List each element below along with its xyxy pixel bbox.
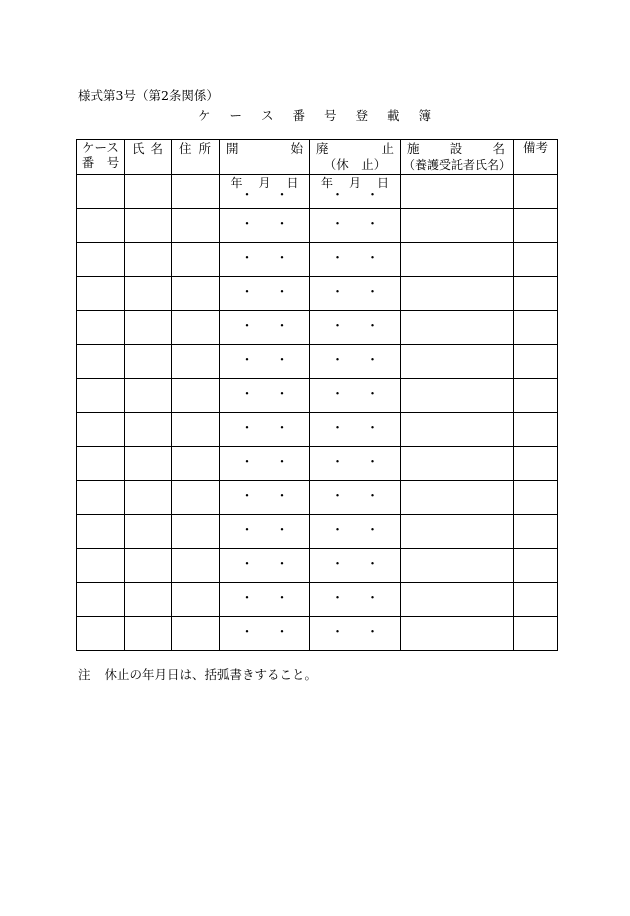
table-row <box>77 277 558 311</box>
date-dot: ・ <box>240 353 254 368</box>
cell-facility[interactable] <box>401 345 514 379</box>
cell-remarks[interactable] <box>514 583 558 617</box>
date-dot: ・ <box>275 217 289 232</box>
header-facility-char: 設 <box>449 141 463 156</box>
cell-abolition-date[interactable] <box>310 447 401 481</box>
date-dot: ・ <box>275 591 289 606</box>
cell-remarks[interactable] <box>514 413 558 447</box>
cell-remarks[interactable] <box>514 379 558 413</box>
date-dot: ・ <box>275 353 289 368</box>
cell-abolition-date[interactable] <box>310 345 401 379</box>
cell-case-number[interactable] <box>77 345 125 379</box>
date-dot: ・ <box>240 387 254 402</box>
table-row <box>77 617 558 651</box>
cell-start-date[interactable] <box>220 277 310 311</box>
date-dot: ・ <box>330 455 344 470</box>
cell-address[interactable] <box>172 617 220 651</box>
date-label: 日 <box>286 176 299 190</box>
table-row <box>77 481 558 515</box>
cell-case-number[interactable] <box>77 481 125 515</box>
date-dot: ・ <box>275 557 289 572</box>
title-char: ー <box>229 108 243 123</box>
date-separators <box>220 617 309 641</box>
footnote-label: 注 <box>78 667 91 682</box>
cell-start-date[interactable] <box>220 549 310 583</box>
date-dot: ・ <box>366 455 380 470</box>
cell-address[interactable] <box>172 175 220 209</box>
date-dot: ・ <box>240 489 254 504</box>
date-separators <box>220 243 309 267</box>
date-separators <box>310 583 400 607</box>
date-separators <box>220 447 309 471</box>
date-separators <box>310 617 400 641</box>
date-dot: ・ <box>330 523 344 538</box>
cell-name[interactable] <box>125 413 172 447</box>
date-dot: ・ <box>330 188 344 203</box>
date-dot: ・ <box>275 387 289 402</box>
cell-start-date[interactable] <box>220 209 310 243</box>
cell-facility[interactable] <box>401 515 514 549</box>
date-dot: ・ <box>275 251 289 266</box>
date-separators <box>310 379 400 403</box>
date-dot: ・ <box>240 217 254 232</box>
cell-remarks[interactable] <box>514 345 558 379</box>
cell-abolition-date[interactable] <box>310 617 401 651</box>
date-separators <box>220 515 309 539</box>
cell-start-date[interactable] <box>220 345 310 379</box>
date-separators <box>310 549 400 573</box>
date-dot: ・ <box>330 285 344 300</box>
cell-remarks[interactable] <box>514 515 558 549</box>
date-dot: ・ <box>366 188 380 203</box>
header-abolition-char: 止 <box>381 141 394 156</box>
title-char: 載 <box>387 108 401 123</box>
cell-remarks[interactable] <box>514 481 558 515</box>
date-dot: ・ <box>366 489 380 504</box>
title-char: ス <box>260 108 275 123</box>
table-row <box>77 243 558 277</box>
date-dot: ・ <box>366 353 380 368</box>
date-dot: ・ <box>240 319 254 334</box>
date-separators <box>220 413 309 437</box>
cell-address[interactable] <box>172 243 220 277</box>
cell-name[interactable] <box>125 209 172 243</box>
cell-facility[interactable] <box>401 175 514 209</box>
page-title <box>150 106 480 124</box>
cell-address[interactable] <box>172 481 220 515</box>
date-label: 月 <box>348 176 361 190</box>
cell-address[interactable] <box>172 549 220 583</box>
table-row <box>77 175 558 209</box>
cell-facility[interactable] <box>401 617 514 651</box>
cell-name[interactable] <box>125 583 172 617</box>
cell-abolition-date[interactable] <box>310 277 401 311</box>
table-row <box>77 583 558 617</box>
date-dot: ・ <box>366 285 380 300</box>
header-foster-name: （養護受託者氏名） <box>402 158 511 172</box>
cell-start-date[interactable] <box>220 617 310 651</box>
cell-address[interactable] <box>172 345 220 379</box>
cell-abolition-date[interactable] <box>310 175 401 209</box>
date-separators <box>310 481 400 505</box>
date-dot: ・ <box>330 421 344 436</box>
date-separators <box>220 209 309 233</box>
cell-name[interactable] <box>125 447 172 481</box>
cell-name[interactable] <box>125 175 172 209</box>
cell-remarks[interactable] <box>514 447 558 481</box>
header-name <box>125 140 172 175</box>
footnote <box>78 665 317 683</box>
date-separators <box>220 190 309 202</box>
date-separators <box>220 549 309 573</box>
cell-start-date[interactable] <box>220 481 310 515</box>
cell-name[interactable] <box>125 345 172 379</box>
date-separators <box>220 311 309 335</box>
cell-abolition-date[interactable] <box>310 243 401 277</box>
date-separators <box>310 345 400 369</box>
header-remarks: 備考 <box>514 140 558 175</box>
date-separators <box>310 311 400 335</box>
cell-case-number[interactable] <box>77 549 125 583</box>
header-abolition <box>310 140 401 175</box>
title-char: 号 <box>324 108 338 123</box>
date-dot: ・ <box>240 625 254 640</box>
date-separators <box>310 447 400 471</box>
date-separators <box>310 515 400 539</box>
register-table <box>76 139 558 651</box>
date-dot: ・ <box>275 188 289 203</box>
cell-facility[interactable] <box>401 209 514 243</box>
cell-remarks[interactable] <box>514 277 558 311</box>
cell-abolition-date[interactable] <box>310 549 401 583</box>
table-row <box>77 447 558 481</box>
cell-case-number[interactable] <box>77 277 125 311</box>
footnote-text: 休止の年月日は、括弧書きすること。 <box>104 667 318 682</box>
cell-address[interactable] <box>172 413 220 447</box>
cell-case-number[interactable] <box>77 379 125 413</box>
date-dot: ・ <box>366 557 380 572</box>
header-facility-char: 名 <box>492 141 505 156</box>
header-address <box>172 140 220 175</box>
date-dot: ・ <box>330 353 344 368</box>
cell-abolition-date[interactable] <box>310 209 401 243</box>
cell-abolition-date[interactable] <box>310 413 401 447</box>
cell-name[interactable] <box>125 243 172 277</box>
cell-name[interactable] <box>125 617 172 651</box>
table-row <box>77 209 558 243</box>
header-address-char: 住 <box>179 141 192 156</box>
date-dot: ・ <box>275 489 289 504</box>
header-abolition-char: 廃 <box>316 141 329 156</box>
cell-abolition-date[interactable] <box>310 311 401 345</box>
date-dot: ・ <box>275 285 289 300</box>
date-dot: ・ <box>366 217 380 232</box>
cell-start-date[interactable] <box>220 175 310 209</box>
date-label: 日 <box>377 176 390 190</box>
header-name-char: 氏 <box>132 141 145 156</box>
date-dot: ・ <box>240 523 254 538</box>
date-dot: ・ <box>330 489 344 504</box>
cell-start-date[interactable] <box>220 515 310 549</box>
date-label: 年 <box>230 176 243 190</box>
title-char: 簿 <box>418 108 433 123</box>
cell-facility[interactable] <box>401 549 514 583</box>
date-dot: ・ <box>330 591 344 606</box>
date-dot: ・ <box>366 387 380 402</box>
date-labels <box>310 175 400 190</box>
cell-name[interactable] <box>125 481 172 515</box>
date-label: 月 <box>258 176 271 190</box>
cell-remarks[interactable] <box>514 243 558 277</box>
cell-start-date[interactable] <box>220 413 310 447</box>
date-dot: ・ <box>330 319 344 334</box>
header-case-number-line2: 番 号 <box>81 155 120 170</box>
date-dot: ・ <box>240 421 254 436</box>
date-separators <box>310 413 400 437</box>
cell-facility[interactable] <box>401 583 514 617</box>
table-row <box>77 311 558 345</box>
header-facility <box>401 140 514 175</box>
cell-abolition-date[interactable] <box>310 481 401 515</box>
date-labels <box>220 175 309 190</box>
header-facility-char: 施 <box>407 141 420 156</box>
cell-remarks[interactable] <box>514 311 558 345</box>
date-dot: ・ <box>366 421 380 436</box>
cell-case-number[interactable] <box>77 617 125 651</box>
cell-name[interactable] <box>125 379 172 413</box>
date-dot: ・ <box>240 557 254 572</box>
cell-facility[interactable] <box>401 243 514 277</box>
table-row <box>77 515 558 549</box>
date-dot: ・ <box>275 455 289 470</box>
date-separators <box>220 277 309 301</box>
title-char: ケ <box>197 108 212 123</box>
date-separators <box>220 583 309 607</box>
cell-abolition-date[interactable] <box>310 379 401 413</box>
table-row <box>77 345 558 379</box>
table-row <box>77 413 558 447</box>
cell-address[interactable] <box>172 277 220 311</box>
cell-address[interactable] <box>172 379 220 413</box>
date-separators <box>310 190 400 202</box>
date-dot: ・ <box>240 285 254 300</box>
cell-address[interactable] <box>172 447 220 481</box>
header-suspension: （休 止） <box>323 157 387 172</box>
cell-name[interactable] <box>125 549 172 583</box>
cell-start-date[interactable] <box>220 243 310 277</box>
date-dot: ・ <box>366 591 380 606</box>
date-dot: ・ <box>330 557 344 572</box>
cell-start-date[interactable] <box>220 447 310 481</box>
cell-abolition-date[interactable] <box>310 583 401 617</box>
date-separators <box>310 243 400 267</box>
header-row <box>77 140 558 175</box>
date-label: 年 <box>320 176 333 190</box>
cell-start-date[interactable] <box>220 583 310 617</box>
table-row <box>77 379 558 413</box>
cell-case-number[interactable] <box>77 583 125 617</box>
cell-name[interactable] <box>125 311 172 345</box>
cell-start-date[interactable] <box>220 379 310 413</box>
date-dot: ・ <box>330 387 344 402</box>
cell-case-number[interactable] <box>77 175 125 209</box>
cell-address[interactable] <box>172 583 220 617</box>
cell-start-date[interactable] <box>220 311 310 345</box>
header-case-number <box>77 140 125 175</box>
cell-facility[interactable] <box>401 447 514 481</box>
date-dot: ・ <box>240 188 254 203</box>
title-char: 登 <box>355 108 370 123</box>
date-separators <box>220 379 309 403</box>
date-dot: ・ <box>240 455 254 470</box>
header-start <box>220 140 310 175</box>
date-dot: ・ <box>366 523 380 538</box>
cell-remarks[interactable] <box>514 617 558 651</box>
cell-case-number[interactable] <box>77 243 125 277</box>
date-dot: ・ <box>275 421 289 436</box>
header-address-char: 所 <box>198 141 211 156</box>
date-dot: ・ <box>330 625 344 640</box>
cell-remarks[interactable] <box>514 209 558 243</box>
cell-facility[interactable] <box>401 311 514 345</box>
form-number: 様式第3号（第2条関係） <box>78 88 219 103</box>
cell-case-number[interactable] <box>77 413 125 447</box>
cell-facility[interactable] <box>401 277 514 311</box>
cell-address[interactable] <box>172 311 220 345</box>
cell-name[interactable] <box>125 515 172 549</box>
date-dot: ・ <box>240 251 254 266</box>
cell-address[interactable] <box>172 209 220 243</box>
date-dot: ・ <box>240 591 254 606</box>
date-dot: ・ <box>275 319 289 334</box>
cell-remarks[interactable] <box>514 175 558 209</box>
date-dot: ・ <box>366 319 380 334</box>
cell-case-number[interactable] <box>77 447 125 481</box>
table-row <box>77 549 558 583</box>
title-char: 番 <box>292 108 306 123</box>
cell-remarks[interactable] <box>514 549 558 583</box>
date-separators <box>220 345 309 369</box>
cell-name[interactable] <box>125 277 172 311</box>
header-case-number-line1: ケース <box>82 140 119 155</box>
cell-abolition-date[interactable] <box>310 515 401 549</box>
cell-case-number[interactable] <box>77 311 125 345</box>
date-dot: ・ <box>275 523 289 538</box>
cell-facility[interactable] <box>401 481 514 515</box>
date-dot: ・ <box>330 217 344 232</box>
cell-facility[interactable] <box>401 379 514 413</box>
date-dot: ・ <box>366 251 380 266</box>
date-dot: ・ <box>275 625 289 640</box>
cell-address[interactable] <box>172 515 220 549</box>
header-start-char: 始 <box>290 141 303 156</box>
date-separators <box>310 209 400 233</box>
date-dot: ・ <box>366 625 380 640</box>
cell-case-number[interactable] <box>77 209 125 243</box>
date-dot: ・ <box>330 251 344 266</box>
header-name-char: 名 <box>150 141 163 156</box>
cell-facility[interactable] <box>401 413 514 447</box>
date-separators <box>310 277 400 301</box>
header-start-char: 開 <box>226 141 239 156</box>
date-separators <box>220 481 309 505</box>
cell-case-number[interactable] <box>77 515 125 549</box>
